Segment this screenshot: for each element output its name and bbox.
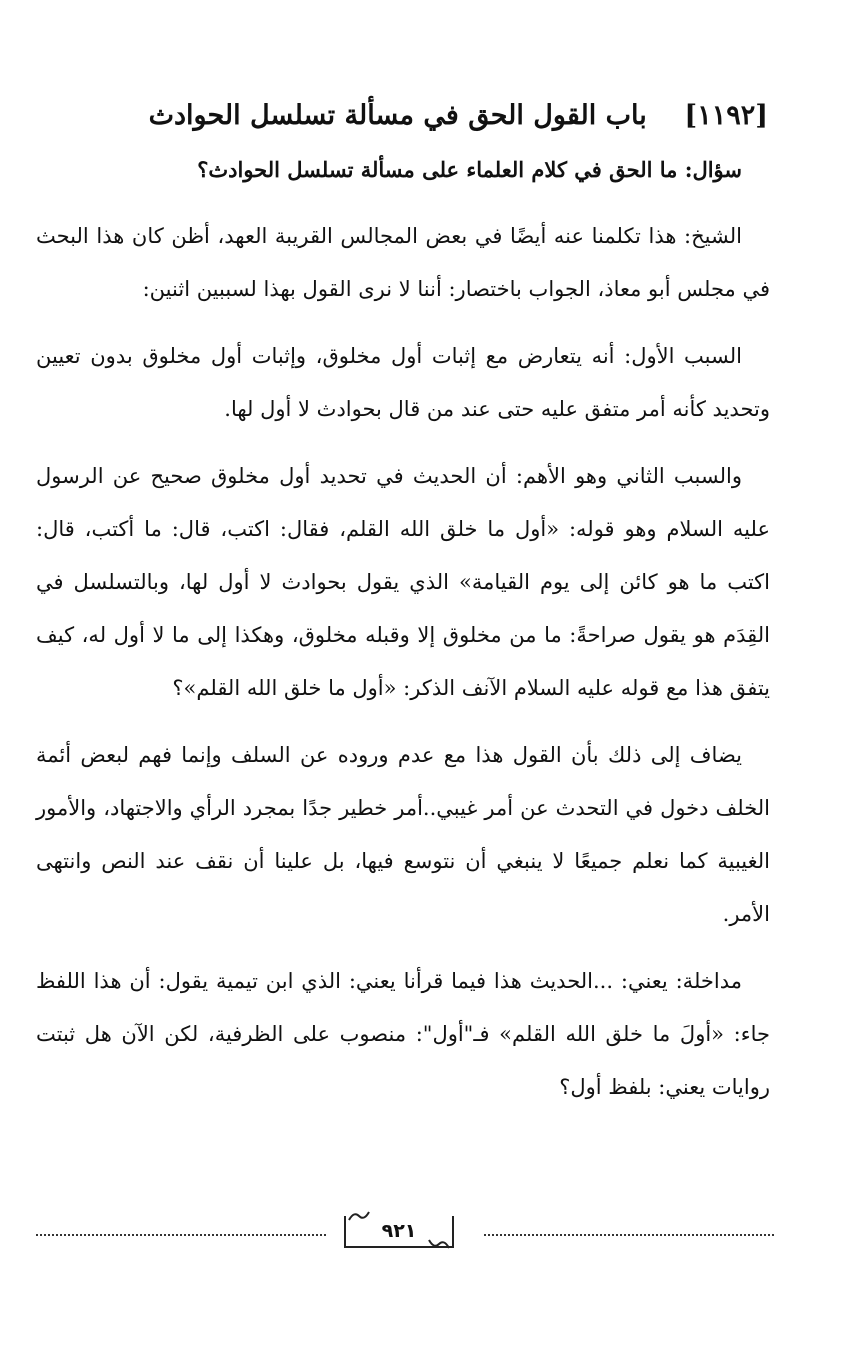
page-body — [36, 92, 770, 1128]
paragraph-first-reason: السبب الأول: أنه يتعارض مع إثبات أول مخلوق، وإثبات أول مخلوق بدون تعيين وتحديد كأنه أمر متفق عليه حتى عند من قال بحوادث لا أول لها. — [36, 344, 770, 421]
footer-dotted-rule-right — [484, 1234, 774, 1236]
ornament-icon — [428, 1238, 450, 1250]
page-number: ٩٢١ — [381, 1220, 417, 1242]
paragraph-second-reason: والسبب الثاني وهو الأهم: أن الحديث في تحديد أول مخلوق صحيح عن الرسول عليه السلام وهو قوله: «أول ما خلق الله القلم، فقال: اكتب، قال: ما أكتب، قال: اكتب ما هو كائن إلى يوم القيامة» الذي يقول بحوادث لا أول لها، وبالتسلسل في القِدَم هو يقول صراحةً: ما من مخلوق إلا وقبله مخلوق، وهكذا إلى ما لا أول له، كيف يتفق هذا مع قوله عليه السلام الآنف الذكر: «أول ما خلق الله القلم»؟ — [36, 464, 770, 700]
section-title: باب القول الحق في مسألة تسلسل الحوادث — [148, 100, 647, 131]
section-number: [١١٩٢] — [684, 100, 768, 131]
page-number-frame — [344, 1216, 454, 1248]
page-footer — [36, 1212, 774, 1252]
paragraph-addition: يضاف إلى ذلك بأن القول هذا مع عدم وروده عن السلف وإنما فهم لبعض أئمة الخلف دخول في التحدث عن أمر غيبي..أمر خطير جدًا بمجرد الرأي والاجتهاد، والأمور الغيبية كما نعلم جميعًا لا ينبغي أن نتوسع فيها، بل علينا أن نقف عند النص وانتهى الأمر. — [36, 743, 770, 926]
section-heading — [36, 92, 770, 140]
question-line: سؤال: ما الحق في كلام العلماء على مسألة تسلسل الحوادث؟ — [197, 157, 742, 182]
paragraph-sheikh-answer: الشيخ: هذا تكلمنا عنه أيضًا في بعض المجالس القريبة العهد، أظن كان هذا البحث في مجلس أبو معاذ، الجواب باختصار: أننا لا نرى القول بهذا لسببين اثنين: — [36, 224, 770, 301]
ornament-icon — [348, 1210, 370, 1222]
footer-dotted-rule-left — [36, 1234, 326, 1236]
paragraph-interjection: مداخلة: يعني: ...الحديث هذا فيما قرأنا يعني: الذي ابن تيمية يقول: أن هذا اللفظ جاء: «أولَ ما خلق الله القلم» فـ"أول": منصوب على الظرفية، لكن الآن هل ثبتت روايات يعني: بلفظ أول؟ — [36, 969, 770, 1099]
